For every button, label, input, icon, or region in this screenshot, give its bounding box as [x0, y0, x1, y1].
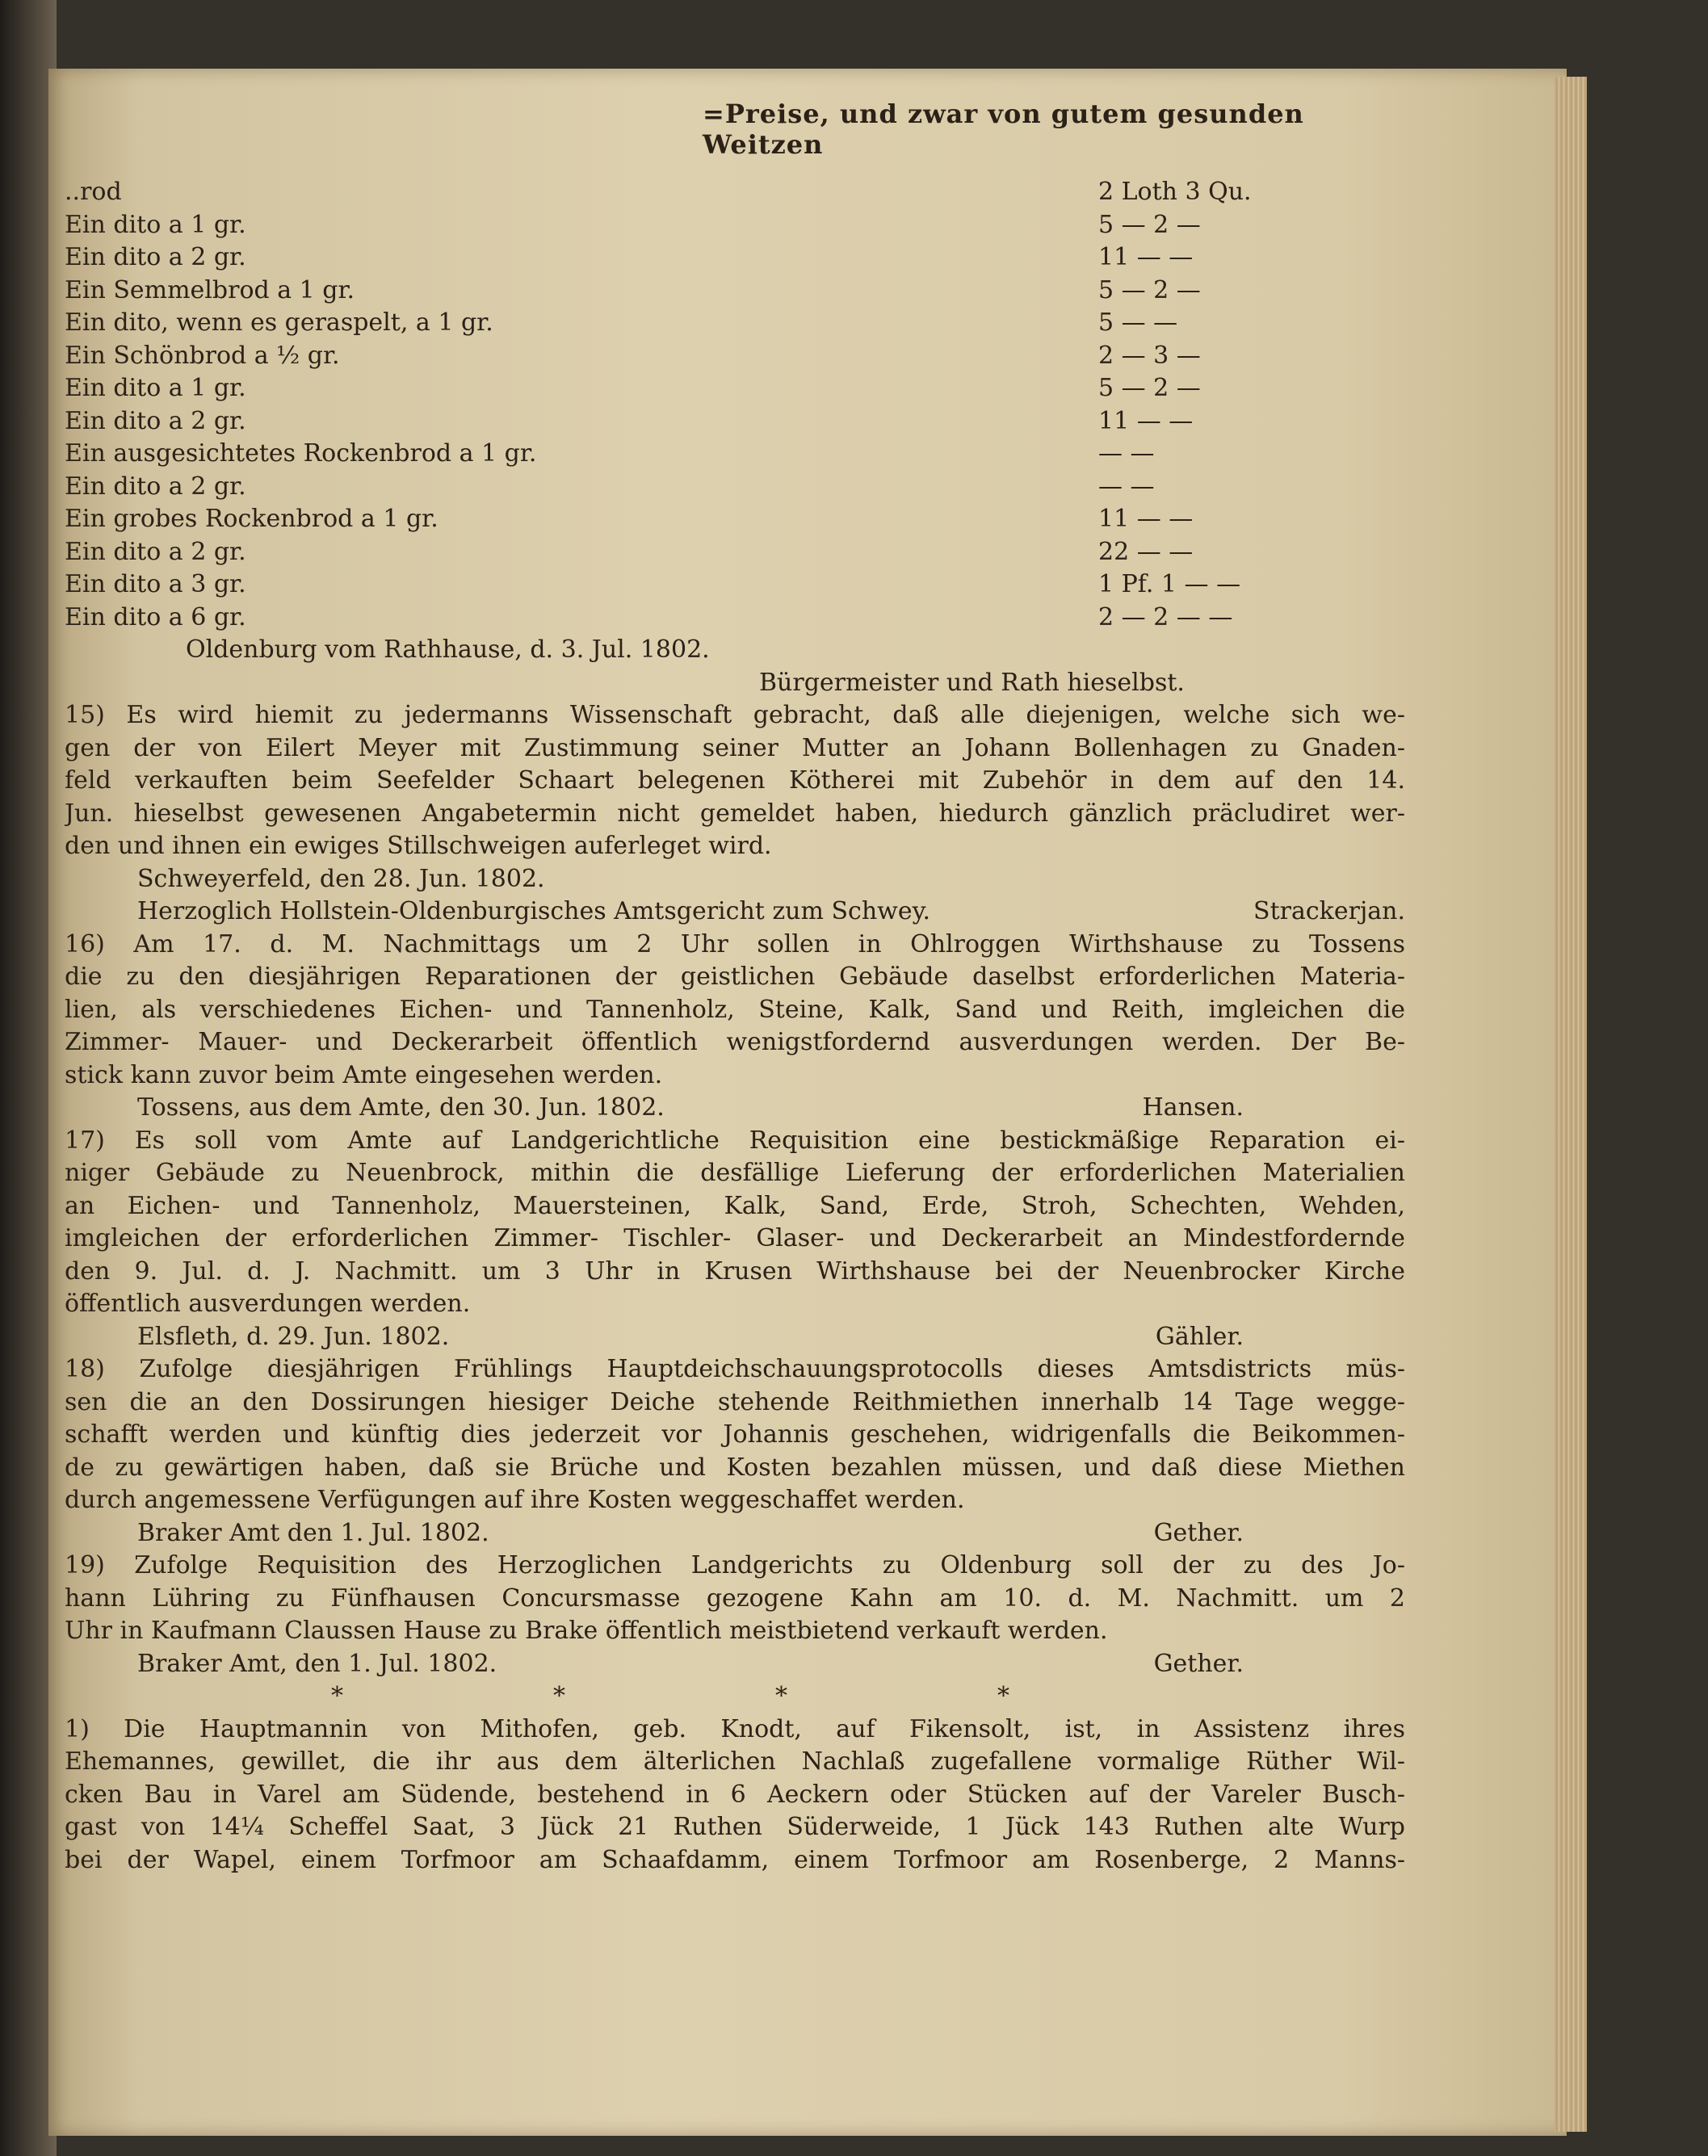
notice-line: de zu gewärtigen haben, daß sie Brüche und Kosten bezahlen müssen, und daß diese Miethen: [65, 1453, 1405, 1482]
notice-15: [65, 699, 1405, 929]
notice-16: [65, 929, 1405, 1125]
asterisk: *: [997, 1682, 1009, 1710]
asterisk: *: [553, 1682, 565, 1710]
notice-signer: Gähler.: [1155, 1322, 1244, 1351]
notice-line: hann Lühring zu Fünfhausen Concursmasse gezogene Kahn am 10. d. M. Nachmitt. um 2: [65, 1583, 1405, 1613]
notice-signer: Hansen.: [1142, 1093, 1244, 1122]
notice-line: niger Gebäude zu Neuenbrock, mithin die desfällige Lieferung der erforderlichen Materialien: [65, 1159, 1405, 1187]
price-row: Ein dito, wenn es geraspelt, a 1 gr. 5 — —: [65, 308, 1178, 337]
notice-line: an Eichen- und Tannenholz, Mauersteinen, Kalk, Sand, Erde, Stroh, Schechten, Wehden,: [65, 1191, 1405, 1220]
page-content: [65, 97, 1405, 1877]
notice-line: gen der von Eilert Meyer mit Zustimmung seiner Mutter an Johann Bollenhagen zu Gnaden-: [65, 733, 1405, 762]
notice-signature-row: [65, 1321, 1405, 1354]
notice-line: sen die an den Dossirungen hiesiger Deiche stehende Reithmiethen innerhalb 14 Tage wegge-: [65, 1387, 1405, 1416]
notice-18: [65, 1353, 1405, 1550]
price-row: Ein dito a 3 gr. 1 Pf. 1 — —: [65, 570, 1241, 598]
page-edge: [1555, 77, 1587, 2132]
notice-line: lien, als verschiedenes Eichen- und Tannenholz, Steine, Kalk, Sand und Reith, imgleichen die: [65, 995, 1405, 1024]
notice-signature-row: [65, 1092, 1405, 1125]
section-divider: [226, 1680, 1114, 1713]
price-row: Ein dito a 2 gr. — —: [65, 472, 1155, 501]
notice-line: 16) Am 17. d. M. Nachmittags um 2 Uhr sollen in Ohlroggen Wirthshause zu Tossens: [65, 929, 1405, 958]
price-row: Ein Schönbrod a ½ gr. 2 — 3 —: [65, 341, 1201, 370]
notice-authority: Herzoglich Hollstein-Oldenburgisches Amtsgericht zum Schwey.: [137, 897, 931, 925]
running-header: =Preise, und zwar von gutem gesunden Weitzen: [703, 99, 1304, 160]
price-row: Ein dito a 2 gr. 11 — —: [65, 406, 1194, 435]
price-dateline: Oldenburg vom Rathhause, d. 3. Jul. 1802.: [186, 635, 710, 664]
notice-line: den 9. Jul. d. J. Nachmitt. um 3 Uhr in Krusen Wirthshause bei der Neuenbrocker Kirche: [65, 1256, 1405, 1286]
price-row: Ein grobes Rockenbrod a 1 gr. 11 — —: [65, 505, 1194, 533]
notice-signature-row: [65, 896, 1405, 929]
price-row: Ein dito a 6 gr. 2 — 2 — —: [65, 602, 1233, 631]
notice-line: die zu den diesjährigen Reparationen der geistlichen Gebäude daselbst erforderlichen Materia-: [65, 963, 1405, 991]
price-row: Ein dito a 2 gr. 22 — —: [65, 537, 1194, 566]
notice-line: feld verkauften beim Seefelder Schaart belegenen Kötherei mit Zubehör in dem auf den 14.: [65, 766, 1405, 795]
notice-line: Jun. hieselbst gewesenen Angabetermin nicht gemeldet haben, hiedurch gänzlich präcludiret wer-: [65, 799, 1405, 828]
notice-line: 18) Zufolge diesjährigen Frühlings Hauptdeichschauungsprotocolls dieses Amtsdistricts müs-: [65, 1355, 1405, 1383]
notice-line: den und ihnen ein ewiges Stillschweigen auferleget wird.: [65, 832, 772, 860]
notice-dateline: Elsfleth, d. 29. Jun. 1802.: [137, 1322, 450, 1351]
notice-line: schafft werden und künftig dies jederzeit vor Johannis geschehen, widrigenfalls die Beikommen-: [65, 1420, 1405, 1449]
price-row: Ein Semmelbrod a 1 gr. 5 — 2 —: [65, 275, 1201, 304]
notice-line: bei der Wapel, einem Torfmoor am Schaafdamm, einem Torfmoor am Rosenberge, 2 Manns-: [65, 1845, 1405, 1874]
price-signoff: Bürgermeister und Rath hieselbst.: [759, 668, 1185, 697]
notice-line: öffentlich ausverdungen werden.: [65, 1290, 471, 1318]
notice-17: [65, 1125, 1405, 1354]
notice-signature-row: [65, 1648, 1405, 1681]
notice-dateline: Schweyerfeld, den 28. Jun. 1802.: [137, 864, 545, 893]
notice-1: [65, 1713, 1405, 1877]
notice-dateline: Braker Amt, den 1. Jul. 1802.: [137, 1649, 497, 1678]
notice-line: 17) Es soll vom Amte auf Landgerichtliche Requisition eine bestickmäßige Reparation ei-: [65, 1126, 1405, 1155]
asterisk: *: [775, 1682, 787, 1710]
notice-line: Zimmer- Mauer- und Deckerarbeit öffentlich wenigstfordernd ausverdungen werden. Der Be-: [65, 1028, 1405, 1056]
notice-line: Uhr in Kaufmann Claussen Hause zu Brake öffentlich meistbietend verkauft werden.: [65, 1617, 1108, 1645]
notice-signer: Gether.: [1153, 1649, 1244, 1678]
notice-line: gast von 14¼ Scheffel Saat, 3 Jück 21 Ruthen Süderweide, 1 Jück 143 Ruthen alte Wurp: [65, 1813, 1405, 1841]
price-row: Ein ausgesichtetes Rockenbrod a 1 gr. — —: [65, 439, 1155, 468]
asterisk: *: [331, 1682, 343, 1710]
notice-line: imgleichen der erforderlichen Zimmer- Tischler- Glaser- und Deckerarbeit an Mindestfordernde: [65, 1224, 1405, 1252]
notice-signer: Strackerjan.: [1253, 897, 1405, 925]
notice-line: 19) Zufolge Requisition des Herzoglichen Landgerichts zu Oldenburg soll der zu des Jo-: [65, 1551, 1405, 1579]
notice-line: 1) Die Hauptmannin von Mithofen, geb. Knodt, auf Fikensolt, ist, in Assistenz ihres: [65, 1714, 1405, 1743]
notice-line: stick kann zuvor beim Amte eingesehen werden.: [65, 1060, 663, 1089]
price-row: Ein dito a 1 gr. 5 — 2 —: [65, 210, 1201, 239]
notice-line: cken Bau in Varel am Südende, bestehend in 6 Aeckern oder Stücken auf der Vareler Busch-: [65, 1780, 1405, 1809]
price-table: [65, 176, 1405, 699]
notice-line: Ehemannes, gewillet, die ihr aus dem älterlichen Nachlaß zugefallene vormalige Rüther Wil-: [65, 1747, 1405, 1776]
notice-line: durch angemessene Verfügungen auf ihre Kosten weggeschaffet werden.: [65, 1486, 965, 1514]
notice-line: 15) Es wird hiemit zu jedermanns Wissenschaft gebracht, daß alle diejenigen, welche sich we-: [65, 701, 1405, 729]
price-row: ..rod 2 Loth 3 Qu.: [65, 178, 1252, 206]
notice-19: [65, 1550, 1405, 1680]
notice-signature-row: [65, 1517, 1405, 1550]
notice-dateline: Tossens, aus dem Amte, den 30. Jun. 1802.: [137, 1093, 665, 1122]
price-row: Ein dito a 2 gr. 11 — —: [65, 243, 1194, 271]
notice-signer: Gether.: [1153, 1518, 1244, 1547]
price-row: Ein dito a 1 gr. 5 — 2 —: [65, 374, 1201, 402]
notice-dateline: Braker Amt den 1. Jul. 1802.: [137, 1518, 489, 1547]
